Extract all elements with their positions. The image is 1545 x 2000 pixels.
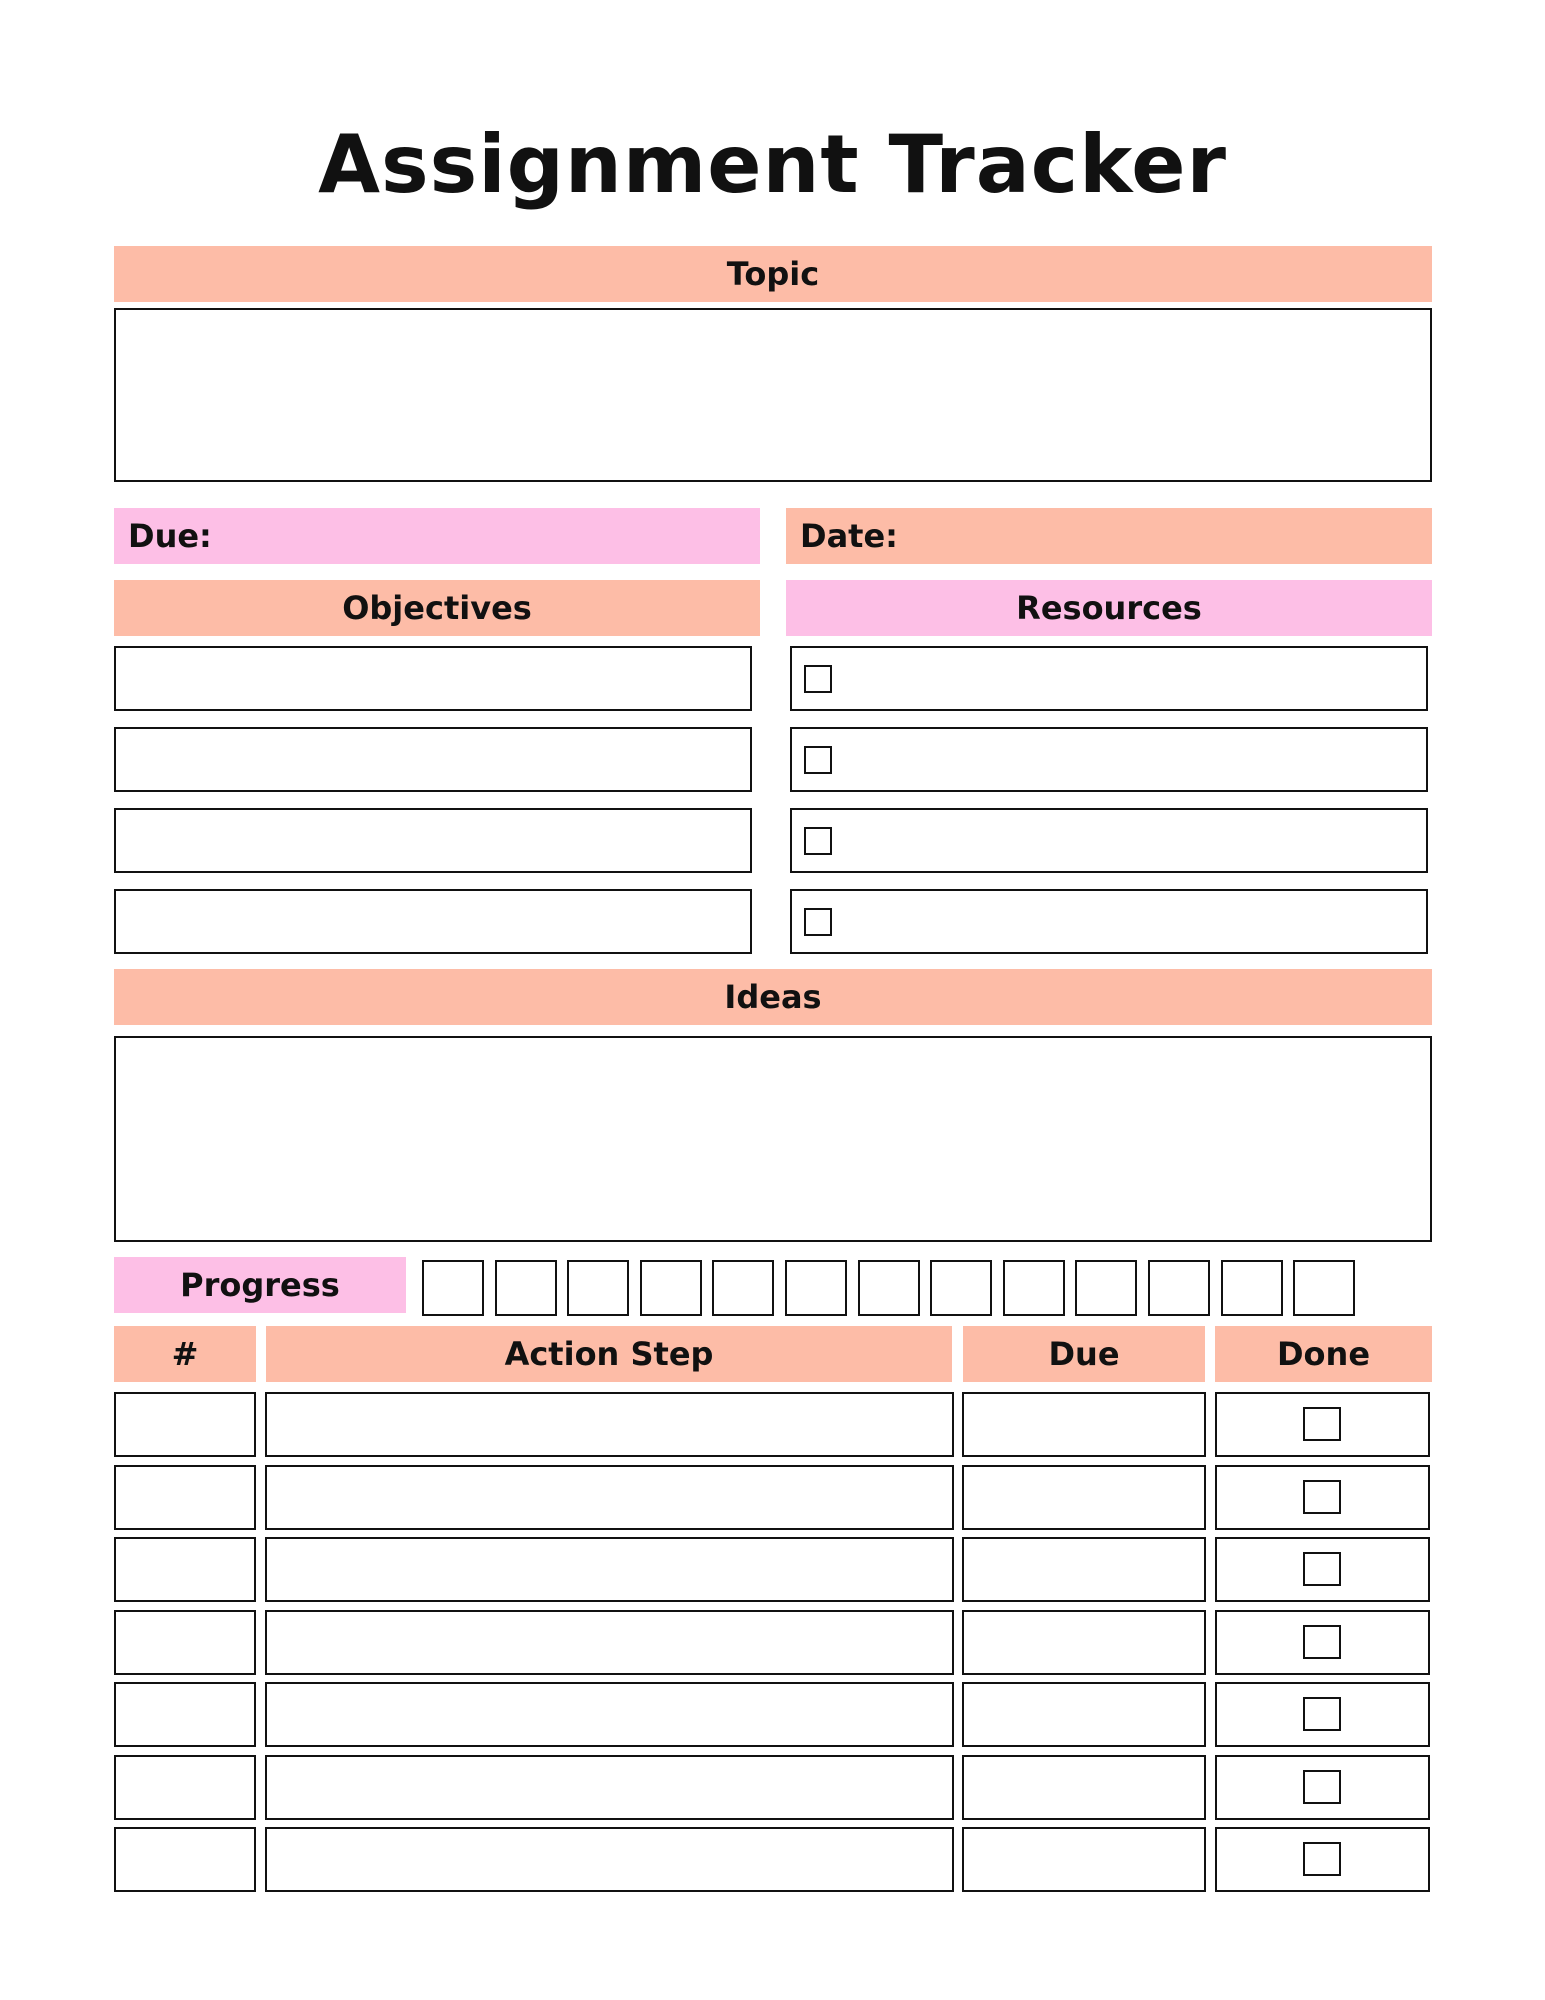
objectives-label: Objectives	[342, 589, 532, 627]
action-num-cell[interactable]	[114, 1610, 256, 1675]
resources-label: Resources	[1016, 589, 1202, 627]
ideas-label: Ideas	[724, 978, 822, 1016]
resource-checkbox-4[interactable]	[804, 908, 832, 936]
resource-checkbox-2[interactable]	[804, 746, 832, 774]
col-header-done	[1215, 1326, 1432, 1382]
action-step-cell[interactable]	[265, 1465, 954, 1530]
col-header-num	[114, 1326, 256, 1382]
action-done-cell[interactable]	[1215, 1537, 1430, 1602]
date-label: Date:	[800, 517, 898, 555]
progress-box[interactable]	[1221, 1260, 1283, 1316]
progress-box[interactable]	[422, 1260, 484, 1316]
progress-box[interactable]	[567, 1260, 629, 1316]
action-due-cell[interactable]	[962, 1537, 1206, 1602]
objectives-header	[114, 580, 760, 636]
action-due-cell[interactable]	[962, 1755, 1206, 1820]
progress-box[interactable]	[1075, 1260, 1137, 1316]
done-checkbox[interactable]	[1303, 1552, 1341, 1586]
progress-header	[114, 1257, 406, 1313]
resource-checkbox-3[interactable]	[804, 827, 832, 855]
action-done-cell[interactable]	[1215, 1392, 1430, 1457]
col-step-label: Action Step	[504, 1335, 714, 1373]
resource-row-3[interactable]	[790, 808, 1428, 873]
col-header-step	[266, 1326, 952, 1382]
action-done-cell[interactable]	[1215, 1827, 1430, 1892]
due-field[interactable]	[114, 508, 760, 564]
action-due-cell[interactable]	[962, 1392, 1206, 1457]
action-step-cell[interactable]	[265, 1682, 954, 1747]
progress-box[interactable]	[930, 1260, 992, 1316]
topic-field[interactable]	[114, 308, 1432, 482]
objective-row-2[interactable]	[114, 727, 752, 792]
ideas-field[interactable]	[114, 1036, 1432, 1242]
action-num-cell[interactable]	[114, 1537, 256, 1602]
action-done-cell[interactable]	[1215, 1682, 1430, 1747]
action-num-cell[interactable]	[114, 1755, 256, 1820]
progress-box[interactable]	[858, 1260, 920, 1316]
action-due-cell[interactable]	[962, 1465, 1206, 1530]
action-num-cell[interactable]	[114, 1827, 256, 1892]
resource-row-1[interactable]	[790, 646, 1428, 711]
resource-checkbox-1[interactable]	[804, 665, 832, 693]
page-title: Assignment Tracker	[318, 118, 1227, 211]
resources-header	[786, 580, 1432, 636]
action-due-cell[interactable]	[962, 1682, 1206, 1747]
progress-box[interactable]	[495, 1260, 557, 1316]
col-header-due	[963, 1326, 1205, 1382]
done-checkbox[interactable]	[1303, 1697, 1341, 1731]
action-step-cell[interactable]	[265, 1610, 954, 1675]
action-done-cell[interactable]	[1215, 1465, 1430, 1530]
action-num-cell[interactable]	[114, 1465, 256, 1530]
progress-box[interactable]	[1148, 1260, 1210, 1316]
done-checkbox[interactable]	[1303, 1625, 1341, 1659]
col-done-label: Done	[1276, 1335, 1371, 1373]
col-num-label: #	[171, 1335, 199, 1373]
progress-box[interactable]	[1293, 1260, 1355, 1316]
action-due-cell[interactable]	[962, 1610, 1206, 1675]
progress-box[interactable]	[640, 1260, 702, 1316]
topic-label: Topic	[726, 255, 820, 293]
action-step-cell[interactable]	[265, 1827, 954, 1892]
progress-box[interactable]	[785, 1260, 847, 1316]
done-checkbox[interactable]	[1303, 1407, 1341, 1441]
action-num-cell[interactable]	[114, 1682, 256, 1747]
resource-row-2[interactable]	[790, 727, 1428, 792]
action-num-cell[interactable]	[114, 1392, 256, 1457]
action-step-cell[interactable]	[265, 1537, 954, 1602]
done-checkbox[interactable]	[1303, 1480, 1341, 1514]
action-done-cell[interactable]	[1215, 1610, 1430, 1675]
due-label: Due:	[128, 517, 212, 555]
ideas-header	[114, 969, 1432, 1025]
col-due-label: Due	[1048, 1335, 1120, 1373]
resource-row-4[interactable]	[790, 889, 1428, 954]
done-checkbox[interactable]	[1303, 1842, 1341, 1876]
action-done-cell[interactable]	[1215, 1755, 1430, 1820]
progress-box[interactable]	[1003, 1260, 1065, 1316]
topic-header	[114, 246, 1432, 302]
done-checkbox[interactable]	[1303, 1770, 1341, 1804]
action-due-cell[interactable]	[962, 1827, 1206, 1892]
action-step-cell[interactable]	[265, 1755, 954, 1820]
progress-label: Progress	[180, 1266, 340, 1304]
objective-row-1[interactable]	[114, 646, 752, 711]
objective-row-4[interactable]	[114, 889, 752, 954]
objective-row-3[interactable]	[114, 808, 752, 873]
action-step-cell[interactable]	[265, 1392, 954, 1457]
date-field[interactable]	[786, 508, 1432, 564]
progress-box[interactable]	[712, 1260, 774, 1316]
